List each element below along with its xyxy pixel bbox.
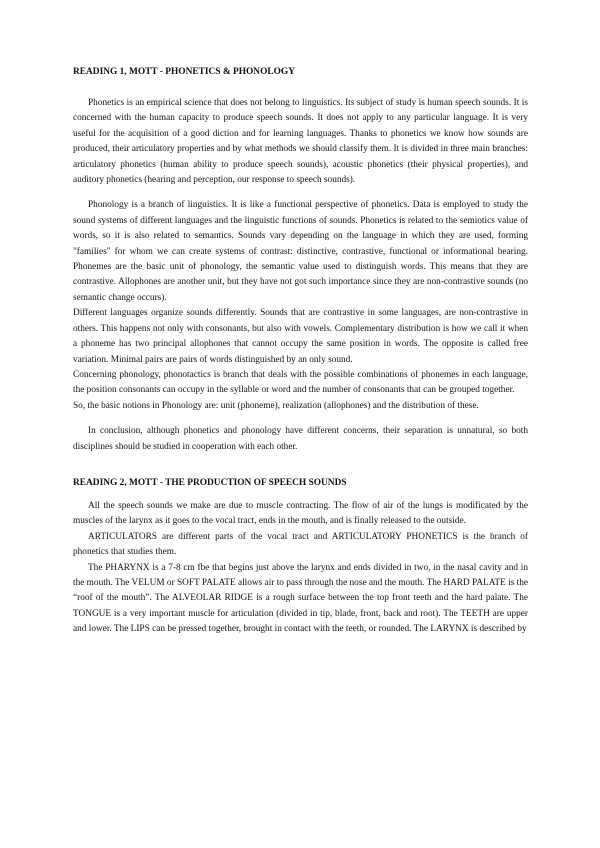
reading-2-paragraph-articulators: ARTICULATORS are different parts of the vocal tract and ARTICULATORY PHONETICS is the branch of phonetics that studies them. <box>73 531 528 558</box>
reading-1-paragraph-languages: Different languages organize sounds differently. Sounds that are contrastive in some languages, are non-contrastive in others. This happens not only with consonants, but also with vowels. Complementary distribution is how we call it when a phoneme has two principal allophones that cannot occupy the same position in words. The opposite is called free variation. Minimal pairs are pairs of words distinguished by an only sound. <box>73 308 528 365</box>
reading-2-paragraph-pharynx: The PHARYNX is a 7-8 cm fbe that begins just above the larynx and ends divided in two, in the nasal cavity and in the mouth. The VELUM or SOFT PALATE allows air to pass through the nose and the mouth. The HARD PALATE is the “roof of the mouth”. The ALVEOLAR RIDGE is a rough surface between the top front teeth and the hard palate. The TONGUE is a very important muscle for articulation (divided in tip, blade, front, back and root). The TEETH are upper and lower. The LIPS can be pressed together, brought in contact with the teeth, or rounded. The LARYNX is described by <box>73 562 528 635</box>
spacer <box>73 78 528 96</box>
document-page <box>73 66 528 638</box>
reading-1-paragraph-basic-notions: So, the basic notions in Phonology are: unit (phoneme), realization (allophones) and the distribution of these. <box>73 400 479 411</box>
reading-1-paragraph-conclusion: In conclusion, although phonetics and phonology have different concerns, their separation is unnatural, so both disciplines should be studied in cooperation with each other. <box>73 426 528 452</box>
reading-1-title: READING 1, MOTT - PHONETICS & PHONOLOGY <box>73 67 295 77</box>
spacer <box>73 455 528 477</box>
reading-1-paragraph-phonology: Phonology is a branch of linguistics. It is like a functional perspective of phonetics. Data is employed to study the sound systems of different languages and the linguistic functions of sounds. Phonetics is related to the semiotics value of words, so it is also related to semantics. Sounds vary depending on the language in which they are used, forming "families" for whom we can create systems of contrast: distinctive, contrastive, functional or informational bearing. Phonemes are the basic unit of phonology, the semantic value used to distinguish words. This means that they are contrastive. Allophones are another unit, but they have not got such importance since they are non-contrastive sounds (no semantic change occurs). <box>73 200 528 303</box>
reading-2-title: READING 2, MOTT - THE PRODUCTION OF SPEECH SOUNDS <box>73 477 347 488</box>
reading-1-paragraph-phonetics: Phonetics is an empirical science that does not belong to linguistics. Its subject of study is human speech sounds. It is concerned with the human capacity to produce speech sounds. It does not apply to any particular language. It is very useful for the acquisition of a good diction and for learning languages. Thanks to phonetics we know how sounds are produced, their articulatory properties and by what methods we should classify them. It is divided in three main branches: articulatory phonetics (human ability to produce speech sounds), acoustic phonetics (their physical properties), and auditory phonetics (hearing and perception, our response to speech sounds). <box>73 98 528 186</box>
spacer <box>73 489 528 499</box>
reading-1-paragraph-phonotactics: Concerning phonology, phonotactics is branch that deals with the possible combinations of phonemes in each language, the position consonants can occupy in the syllable or word and the number of consonants that can be grouped together. <box>73 369 528 396</box>
reading-2-paragraph-speech-sounds: All the speech sounds we make are due to muscle contracting. The flow of air of the lungs is modificated by the muscles of the larynx as it goes to the vocal tract, ends in the mouth, and is finally released to the outside. <box>73 500 528 527</box>
spacer <box>73 414 528 424</box>
spacer <box>73 188 528 198</box>
